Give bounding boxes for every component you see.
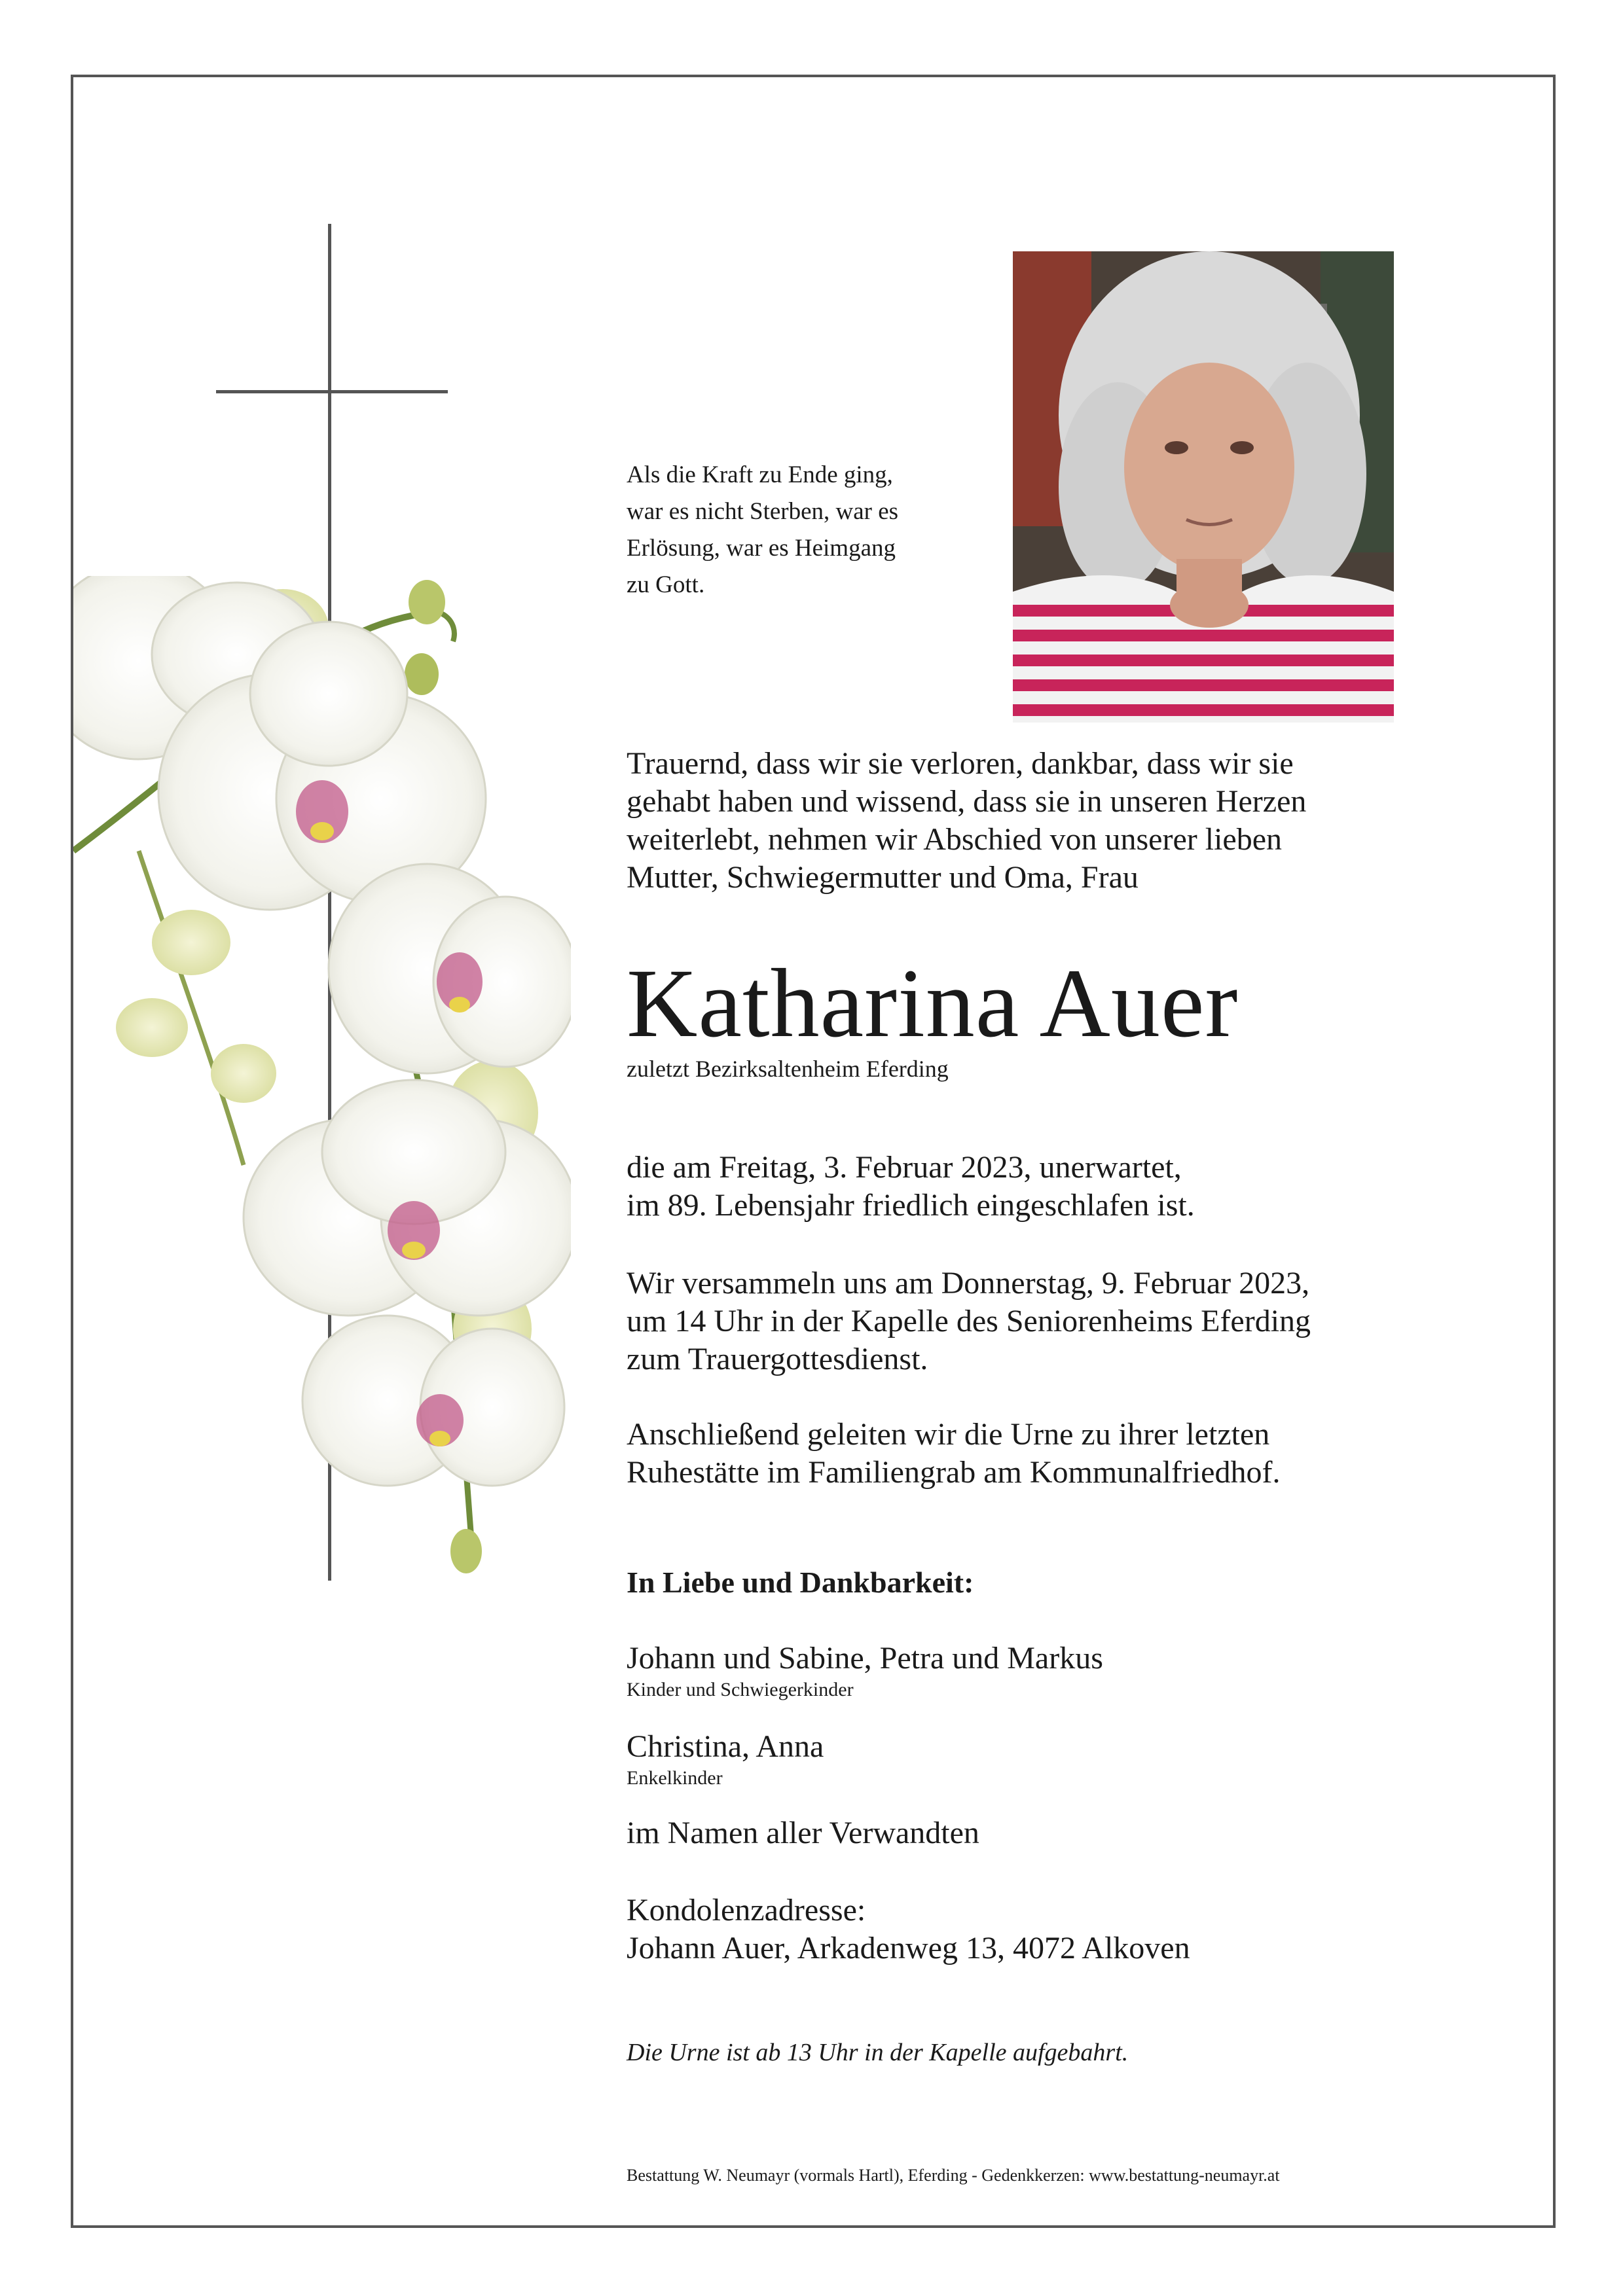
service-line: Wir versammeln uns am Donnerstag, 9. Februar 2023, — [627, 1266, 1310, 1300]
death-paragraph — [627, 1149, 1195, 1225]
poem-line: Als die Kraft zu Ende ging, — [627, 461, 893, 488]
orchid-illustration — [73, 576, 571, 1610]
death-line: im 89. Lebensjahr friedlich eingeschlafen ist. — [627, 1188, 1195, 1223]
burial-paragraph — [627, 1416, 1280, 1492]
intro-line: gehabt haben und wissend, dass sie in unseren Herzen — [627, 784, 1307, 819]
family-names: Christina, Anna — [627, 1729, 824, 1764]
relatives-line: im Namen aller Verwandten — [627, 1816, 979, 1850]
intro-line: Mutter, Schwiegermutter und Oma, Frau — [627, 860, 1139, 895]
condolence-value: Johann Auer, Arkadenweg 13, 4072 Alkoven — [627, 1931, 1190, 1965]
intro-line: Trauernd, dass wir sie verloren, dankbar, dass wir sie — [627, 746, 1294, 781]
poem — [627, 457, 898, 603]
family-names: Johann und Sabine, Petra und Markus — [627, 1641, 1103, 1676]
portrait-photo — [1013, 251, 1394, 723]
poem-line: zu Gott. — [627, 571, 705, 598]
family-relation: Enkelkinder — [627, 1767, 723, 1789]
deceased-name: Katharina Auer — [627, 949, 1239, 1058]
condolence-address — [627, 1892, 1190, 1967]
footer-credit: Bestattung W. Neumayr (vormals Hartl), Eferding - Gedenkkerzen: www.bestattung-neumayr.at — [627, 2166, 1280, 2185]
intro-line: weiterlebt, nehmen wir Abschied von unserer lieben — [627, 822, 1283, 857]
intro-paragraph — [627, 745, 1306, 897]
closing-heading: In Liebe und Dankbarkeit: — [627, 1566, 974, 1599]
urn-note: Die Urne ist ab 13 Uhr in der Kapelle aufgebahrt. — [627, 2039, 1129, 2066]
service-line: zum Trauergottesdienst. — [627, 1342, 928, 1376]
family-relation: Kinder und Schwiegerkinder — [627, 1679, 854, 1700]
cross-icon-bar — [216, 390, 448, 393]
burial-line: Anschließend geleiten wir die Urne zu ihrer letzten — [627, 1417, 1270, 1452]
death-line: die am Freitag, 3. Februar 2023, unerwartet, — [627, 1150, 1182, 1185]
poem-line: war es nicht Sterben, war es — [627, 498, 899, 525]
burial-line: Ruhestätte im Familiengrab am Kommunalfriedhof. — [627, 1455, 1281, 1490]
service-line: um 14 Uhr in der Kapelle des Seniorenheims Eferding — [627, 1304, 1311, 1338]
condolence-label: Kondolenzadresse: — [627, 1893, 866, 1928]
last-residence: zuletzt Bezirksaltenheim Eferding — [627, 1056, 949, 1082]
service-paragraph — [627, 1265, 1311, 1378]
poem-line: Erlösung, war es Heimgang — [627, 535, 896, 562]
